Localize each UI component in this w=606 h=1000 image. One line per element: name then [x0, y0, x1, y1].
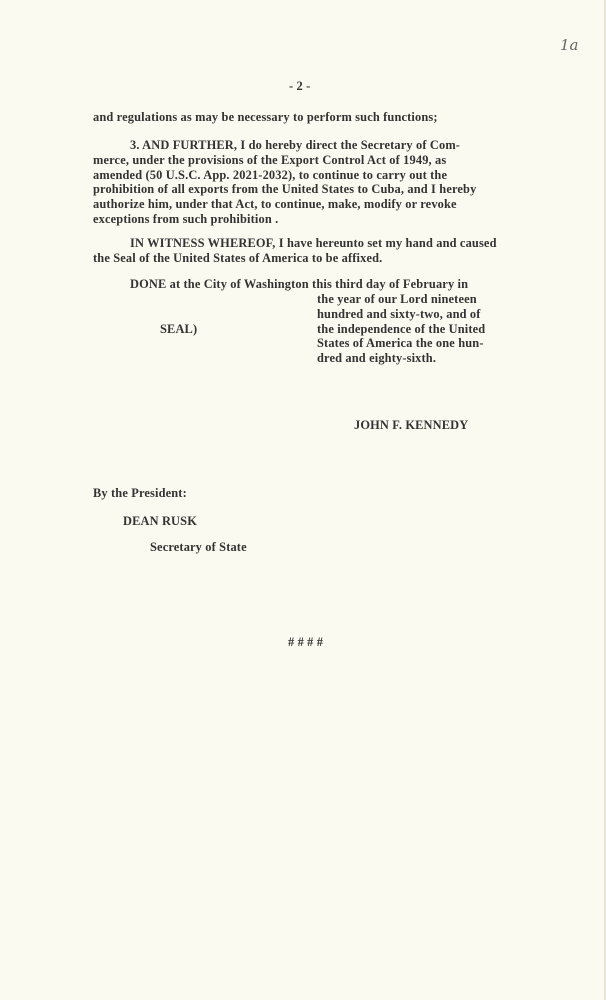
end-mark: # # # # [288, 635, 324, 649]
paragraph-3-line: 3. AND FURTHER, I do hereby direct the Secretary of Com- [130, 138, 461, 152]
countersigner-title: Secretary of State [150, 540, 247, 554]
signature-kennedy: JOHN F. KENNEDY [354, 418, 469, 432]
done-line: the independence of the United [317, 321, 486, 336]
paragraph-3-line: exceptions from such prohibition . [93, 211, 279, 226]
witness-line: IN WITNESS WHEREOF, I have hereunto set my hand and caused [130, 236, 497, 250]
done-line: dred and eighty-sixth. [317, 351, 437, 366]
done-line: States of America the one hun- [317, 336, 484, 351]
paragraph-3 [93, 138, 476, 227]
witness-line: the Seal of the United States of America to be affixed. [93, 250, 383, 265]
paragraph-3-line: amended (50 U.S.C. App. 2021-2032), to continue to carry out the [93, 167, 448, 182]
paragraph-3-line: merce, under the provisions of the Export Control Act of 1949, as [93, 152, 447, 167]
paragraph-continuation: and regulations as may be necessary to perform such functions; [93, 110, 438, 124]
done-clause-first-line: DONE at the City of Washington this third day of February in [130, 277, 469, 291]
done-line: hundred and sixty-two, and of [317, 306, 481, 321]
countersigner-name: DEAN RUSK [123, 514, 197, 528]
corner-annotation: 1a [560, 36, 579, 54]
witness-clause [93, 236, 497, 266]
done-line: the year of our Lord nineteen [317, 292, 477, 306]
seal-mark: SEAL) [160, 322, 198, 336]
by-the-president: By the President: [93, 486, 187, 500]
paragraph-3-line: authorize him, under that Act, to continue, make, modify or revoke [93, 197, 457, 212]
paragraph-3-line: prohibition of all exports from the United States to Cuba, and I hereby [93, 182, 477, 197]
done-clause-continuation [317, 292, 485, 366]
page-number: - 2 - [289, 79, 311, 93]
